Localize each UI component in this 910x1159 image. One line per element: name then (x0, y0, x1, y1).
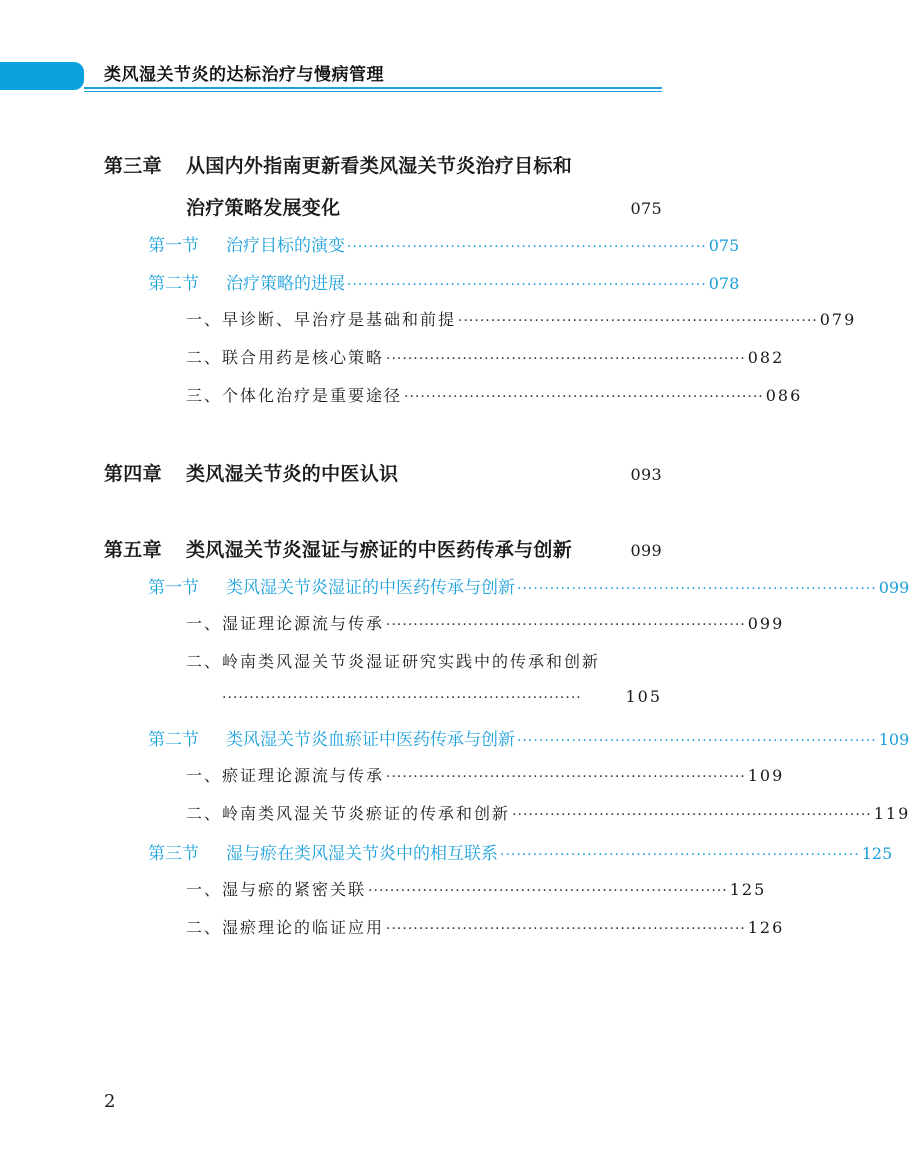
toc-chapter-4[interactable] (104, 459, 662, 486)
section-label: 第一节 (148, 578, 199, 598)
page-number: 086 (765, 386, 803, 405)
toc-item[interactable] (186, 345, 785, 368)
footer-page-number: 2 (104, 1091, 116, 1112)
item-title: 一、瘀证理论源流与传承 (186, 766, 385, 785)
section-title: 类风湿关节炎湿证的中医药传承与创新 (226, 578, 515, 598)
chapter-title: 从国内外指南更新看类风湿关节炎治疗目标和 (186, 155, 573, 177)
chapter-label: 第五章 (104, 539, 162, 561)
section-label: 第二节 (148, 730, 199, 750)
header-rule-thin (84, 91, 662, 92)
leader-dots: ·································································· (512, 807, 872, 823)
section-label: 第一节 (148, 236, 199, 256)
page-number: 099 (878, 578, 910, 597)
page-number: 075 (708, 236, 740, 255)
toc-chapter-3-cont[interactable] (186, 193, 662, 220)
leader-dots: ·································································· (222, 690, 582, 706)
leader-dots: ·································································· (386, 921, 746, 937)
leader-dots: ·································································· (386, 617, 746, 633)
toc-section[interactable] (148, 839, 893, 864)
toc-section[interactable] (148, 269, 740, 294)
item-title: 二、湿瘀理论的临证应用 (186, 918, 385, 937)
toc-item[interactable] (186, 801, 910, 824)
page-number: 079 (819, 310, 857, 329)
page-number: 093 (630, 465, 662, 484)
toc-section[interactable] (148, 231, 740, 256)
leader-dots: ·································································· (404, 389, 764, 405)
toc-item[interactable] (186, 763, 785, 786)
item-title: 二、岭南类风湿关节炎湿证研究实践中的传承和创新 (186, 652, 601, 671)
page-number: 125 (729, 880, 767, 899)
item-title: 三、个体化治疗是重要途径 (186, 386, 403, 405)
section-label: 第三节 (148, 844, 199, 864)
section-label: 第二节 (148, 274, 199, 294)
leader-dots: ·································································· (368, 883, 728, 899)
toc-item[interactable] (186, 307, 857, 330)
toc-item[interactable] (186, 611, 785, 634)
page-number: 119 (873, 804, 910, 823)
leader-dots: ·································································· (347, 277, 707, 293)
chapter-title-continued: 治疗策略发展变化 (186, 197, 341, 219)
item-title: 二、岭南类风湿关节炎瘀证的传承和创新 (186, 804, 511, 823)
toc-chapter-3[interactable] (104, 151, 662, 178)
leader-dots: ·································································· (386, 351, 746, 367)
page-number: 078 (708, 274, 740, 293)
chapter-label: 第三章 (104, 155, 162, 177)
toc-item[interactable] (186, 877, 767, 900)
page-number: 109 (747, 766, 785, 785)
page-number: 125 (861, 844, 893, 863)
toc-item[interactable] (186, 915, 785, 938)
section-title: 类风湿关节炎血瘀证中医药传承与创新 (226, 730, 515, 750)
section-title: 治疗目标的演变 (226, 236, 345, 256)
page-number: 099 (630, 541, 662, 560)
running-header-title: 类风湿关节炎的达标治疗与慢病管理 (104, 65, 384, 85)
item-title: 一、湿与瘀的紧密关联 (186, 880, 367, 899)
leader-dots: ·································································· (386, 769, 746, 785)
page-number: 109 (878, 730, 910, 749)
item-title: 一、湿证理论源流与传承 (186, 614, 385, 633)
item-title: 一、早诊断、早治疗是基础和前提 (186, 310, 457, 329)
page-number: 082 (747, 348, 785, 367)
toc-section[interactable] (148, 573, 910, 598)
leader-dots: ·································································· (500, 847, 860, 863)
section-title: 治疗策略的进展 (226, 274, 345, 294)
chapter-title: 类风湿关节炎的中医认识 (186, 463, 399, 485)
leader-dots: ·································································· (517, 733, 877, 749)
section-title: 湿与瘀在类风湿关节炎中的相互联系 (226, 844, 498, 864)
leader-dots: ·································································· (347, 239, 707, 255)
page-number: 105 (625, 687, 662, 706)
toc-item-cont[interactable] (222, 687, 662, 706)
page-number: 126 (747, 918, 785, 937)
toc-chapter-5[interactable] (104, 535, 662, 562)
header-rule (84, 87, 662, 89)
leader-dots: ·································································· (517, 581, 877, 597)
header-tab-decoration (0, 62, 84, 90)
page-number: 099 (747, 614, 785, 633)
chapter-label: 第四章 (104, 463, 162, 485)
toc-section[interactable] (148, 725, 910, 750)
item-title: 二、联合用药是核心策略 (186, 348, 385, 367)
page-number: 075 (630, 199, 662, 218)
chapter-title: 类风湿关节炎湿证与瘀证的中医药传承与创新 (186, 539, 573, 561)
toc-item[interactable] (186, 649, 662, 672)
leader-dots: ·································································· (458, 313, 818, 329)
toc-item[interactable] (186, 383, 803, 406)
